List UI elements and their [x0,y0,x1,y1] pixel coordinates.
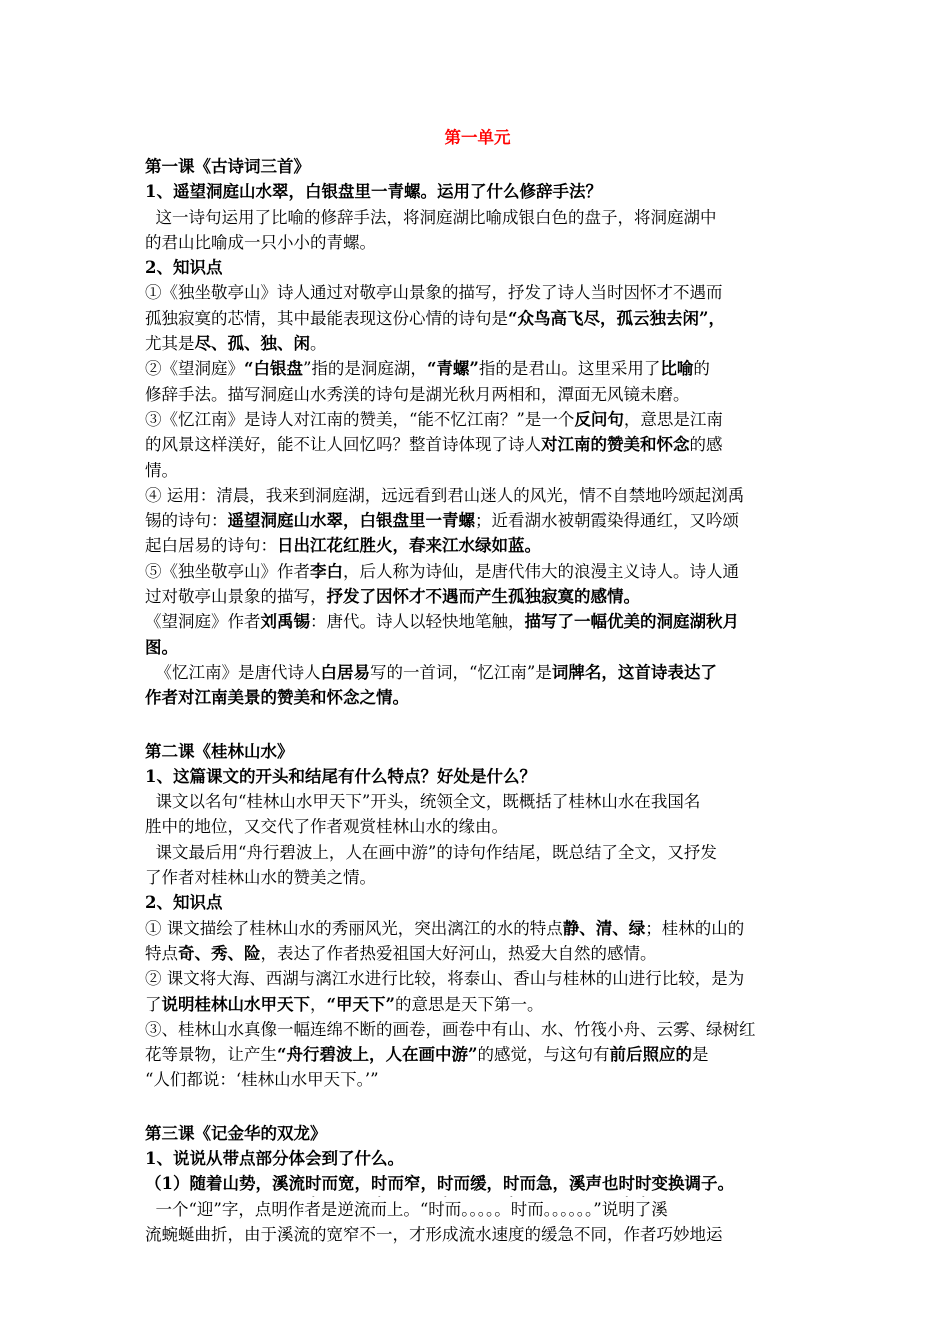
lesson2-knowledge-title: 2、知识点 [145,893,223,913]
text: ① 课文描绘了桂林山水的秀丽风光，突出漓江的水的特点 [145,918,563,938]
text: 了 [145,994,162,1014]
lesson2-point3-line1: ③、桂林山水真像一幅连绵不断的画卷，画卷中有山、水、竹筏小舟、云雾、绿树红 [145,1019,756,1039]
lesson1-point4-line2 [145,508,810,533]
text: ⑤《独坐敬亭山》作者 [145,561,310,581]
text: ：唐代。诗人以轻快地笔触， [310,612,525,632]
text: 的感觉，与这句有 [477,1045,610,1065]
text: ③《忆江南》是诗人对江南的赞美，“能不忆江南？”是一个 [145,409,575,429]
bold-text: 说明桂林山水甲天下 [161,994,310,1014]
text: ”指的是洞庭湖， [303,359,427,379]
spacer [145,711,810,739]
lesson2-answer1-line2: 胜中的地位，又交代了作者观赏桂林山水的缘由。 [145,817,508,837]
text: 孤独寂寞的芯情，其中最能表现这份心情的诗句是 [145,308,508,328]
lesson1-point1-line2 [145,306,810,331]
lesson3-sentence1 [145,1171,810,1196]
bold-text: 词牌名，这首诗表达了 [551,662,717,682]
lesson1-point3-line3: 情。 [145,460,178,480]
text: 的意思是天下第一。 [394,994,544,1014]
text: 特点 [145,943,178,963]
lesson1-title: 第一课《古诗词三首》 [145,157,310,176]
lesson1-point5-line4: 图。 [145,637,178,657]
text: 的感 [689,435,723,455]
text: （1）随着山势，溪流 [145,1174,305,1194]
text: 的风景这样渼好，能不让人回忆吗？整首诗体现了诗人 [145,435,541,455]
text: ；桂林的山的 [645,918,745,938]
bold-text: 抒发了因怀才不遇而产生孤独寂寞的感情。 [326,587,640,607]
bold-text: 尽、孤、独、闲 [194,334,310,354]
lesson2-point3-line3: “人们都说：‘桂林山水甲天下。’” [145,1070,379,1090]
lesson1-point5-line6: 作者对江南美景的赞美和怀念之情。 [145,688,409,708]
dotted-text: 时 [370,1174,388,1194]
lesson1-point5-line3 [145,609,810,634]
lesson2-point1-line1 [145,916,810,941]
bold-text: 前后照应的 [609,1045,692,1065]
lesson1-answer1-line1: 这一诗句运用了比喻的修辞手法，将洞庭湖比喻成银白色的盘子，将洞庭湖中 [145,207,717,227]
bold-text: 奇、秀、险 [178,943,261,963]
lesson2-answer1-line4: 了作者对桂林山水的赞美之情。 [145,868,376,888]
bold-text: 比喻 [660,359,694,379]
text: 锡的诗句： [145,511,228,531]
dotted-text: 时 [436,1174,454,1194]
text: 指的是君山。这里采用了 [478,359,661,379]
lesson3-answer1-line2: 流蜿蜒曲折，由于溪流的宽窄不一，才形成流水速度的缓急不同，作者巧妙地运 [145,1224,723,1244]
spacer [145,1093,810,1121]
lesson1-point5-line5 [145,660,810,685]
bold-text: 刘禹锡 [260,612,310,632]
bold-text: 静、清、绿 [562,918,646,938]
lesson1-point5-line2 [145,584,810,609]
lesson1-point5-line1 [145,559,810,584]
text: 《忆江南》是唐代诗人 [145,662,321,682]
lesson1-point1-line3 [145,331,810,356]
lesson2-point2-line2 [145,992,810,1017]
bold-text: 遥望洞庭山水翠，白银盘里一青螺 [227,511,475,531]
bold-text: “众鸟高飞尽，孤云独去闲”， [508,308,725,328]
lesson2-point2-line1: ② 课文将大海、西湖与漓江水进行比较，将泰山、香山与桂林的山进行比较，是为 [145,969,745,989]
lesson2-answer1-line1: 课文以名句“桂林山水甲天下”开头，统领全文，既概括了桂林山水在我国名 [145,792,701,812]
lesson1-point4-line1: ④ 运用：清晨，我来到洞庭湖，远远看到君山迷人的风光，情不自禁地吟颂起浏禹 [145,485,745,505]
lesson1-answer1-line2: 的君山比喻成一只小小的青螺。 [145,232,376,252]
text: 尤其是 [145,334,195,354]
lesson1-point2-line2: 修辞手法。描写洞庭山水秀渼的诗句是湖光秋月两相和，潭面无风镜未磨。 [145,384,690,404]
text: ，意思是江南 [623,409,723,429]
text: ；近看湖水被朝霞染得通红，又吟颂 [475,511,739,531]
text: 过对敬亭山景象的描写， [145,587,327,607]
lesson3-question1: 1、说说从带点部分体会到了什么。 [145,1148,404,1168]
lesson1-point4-line3 [145,533,810,558]
lesson1-question1: 1、遥望洞庭山水翠，白银盘里一青螺。运用了什么修辞手法？ [145,182,602,202]
bold-text: 描写了一幅优美的洞庭湖秋月 [524,612,739,632]
lesson2-point1-line2 [145,941,810,966]
text: 而急，溪声也 [519,1174,619,1194]
bold-text: 日出江花红胜火，春来江水绿如蓝。 [277,536,541,556]
text: 是 [691,1045,709,1065]
text: 变换调子。 [651,1174,734,1194]
bold-text: “青螺” [426,359,479,379]
text: 的 [693,359,710,379]
lesson2-title: 第二课《桂林山水》 [145,741,294,761]
bold-text: “白银盘 [244,359,303,379]
document-page [145,122,810,1247]
text: ， [310,994,327,1014]
text: ②《望洞庭》 [145,359,244,379]
lesson2-question1: 1、这篇课文的开头和结尾有什么特点？好处是什么？ [145,766,536,786]
bold-text: 对江南的赞美和怀念 [541,435,690,455]
bold-text: “甲天下” [326,994,395,1014]
dotted-text: 时 [502,1174,520,1194]
text: 写的一首词，“忆江南”是 [370,662,552,682]
bold-text: 反问句 [574,409,624,429]
lesson1-point3-line2 [145,432,810,457]
text: ，后人称为诗仙，是唐代伟大的浪漫主义诗人。诗人通 [343,561,739,581]
text: 《望洞庭》作者 [145,612,261,632]
dotted-text: 时 [304,1174,322,1194]
text: 花等景物，让产生 [145,1045,277,1065]
lesson2-answer1-line3: 课文最后用“舟行碧波上，人在画中游”的诗句作结尾，既总结了全文，又抒发 [145,842,717,862]
dotted-text: 时时 [618,1174,652,1194]
text: 起白居易的诗句： [145,536,277,556]
bold-text: 白居易 [320,662,370,682]
text: 而窄， [387,1174,437,1194]
text: 。 [310,334,327,354]
bold-text: “舟行碧波上，人在画中游” [277,1045,478,1065]
lesson1-point1-line1: ①《独坐敬亭山》诗人通过对敬亭山景象的描写，抒发了诗人当时因怀才不遇而 [145,283,723,303]
text: 而宽， [321,1174,371,1194]
lesson1-point2-line1 [145,356,810,381]
lesson3-title: 第三课《记金华的双龙》 [145,1123,327,1143]
lesson1-knowledge-title: 2、知识点 [145,258,223,278]
text: ，表达了作者热爱祖国大好河山，热爱大自然的感情。 [260,943,657,963]
text: 而缓， [453,1174,503,1194]
lesson1-point3-line1 [145,407,810,432]
lesson3-answer1-line1: 一个“迎”字，点明作者是逆流而上。“时而。。。。。时而。。。。。。”说明了溪 [145,1199,668,1219]
unit-title: 第一单元 [444,128,511,147]
bold-text: 李白 [310,561,343,581]
lesson2-point3-line2 [145,1042,810,1067]
